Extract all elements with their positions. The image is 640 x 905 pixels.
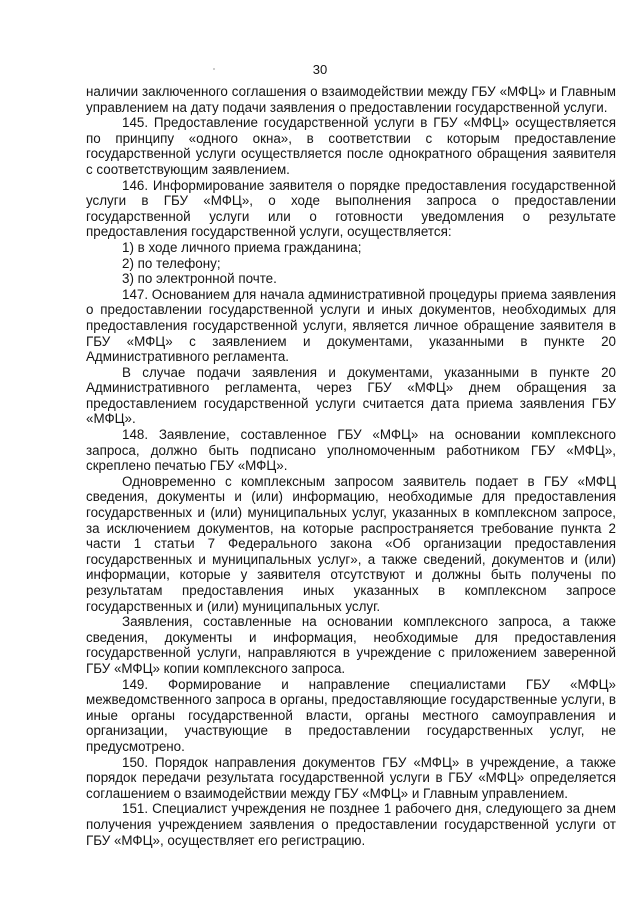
list-item: 1) в ходе личного приема гражданина; [122,239,362,255]
paragraph: 151. Специалист учреждения не позднее 1 рабочего дня, следующего за днем получения учреждением заявления о предоставлении государственной услуги от ГБУ «МФЦ», осуществляет его регистрацию. [86,801,616,848]
page-number: 30 [312,62,328,77]
paragraph: 145. Предоставление государственной услуги в ГБУ «МФЦ» осуществляется по принципу «одного окна», в соответствии с которым предоставление государственной услуги осуществляется после однократного обращения заявителя с соответствующим заявлением. [86,115,616,177]
paragraph: Одновременно с комплексным запросом заявитель подает в ГБУ «МФЦ сведения, документы и (или) информацию, необходимые для предоставления государственных и (или) муниципальных услуг, указанных в комплексном запросе, за исключением документов, на которые распространяется требование пункта 2 части 1 статьи 7 Федерального закона «Об организации предоставления государственных и муниципальных услуг», а также сведений, документов и (или) информации, которые у заявителя отсутствуют и должны быть получены по результатам предоставления иных указанных в комплексном запросе государственных и (или) муниципальных услуг. [86,473,616,614]
paragraph: наличии заключенного соглашения о взаимодействии между ГБУ «МФЦ» и Главным управлением на дату подачи заявления о предоставлении государственной услуги. [86,84,616,115]
paragraph: 148. Заявление, составленное ГБУ «МФЦ» на основании комплексного запроса, должно быть подписано уполномоченным работником ГБУ «МФЦ», скреплено печатью ГБУ «МФЦ». [86,427,616,474]
paragraph: Заявления, составленные на основании комплексного запроса, а также сведения, документы и информация, необходимые для предоставления государственной услуги, направляются в учреждение с приложением заверенной ГБУ «МФЦ» копии комплексного запроса. [86,614,616,676]
paragraph: В случае подачи заявления и документами, указанными в пункте 20 Административного регламента, через ГБУ «МФЦ» днем обращения за предоставлением государственной услуги считается дата приема заявления ГБУ «МФЦ». [86,364,616,427]
paragraph: 150. Порядок направления документов ГБУ «МФЦ» в учреждение, а также порядок передачи результата государственной услуги в ГБУ «МФЦ» определяется соглашением о взаимодействии между ГБУ «МФЦ» и Главным управлением. [86,754,616,801]
document-body [86,84,616,848]
paragraph: 149. Формирование и направление специалистами ГБУ «МФЦ» межведомственного запроса в органы, предоставляющие государственные услуги, в иные органы государственной власти, органы местного самоуправления и организации, участвующие в предоставлении государственных услуг, не предусмотрено. [86,676,616,754]
paragraph: 147. Основанием для начала административной процедуры приема заявления о предоставлении государственной услуги и иных документов, необходимых для предоставления государственной услуги, является личное обращение заявителя в ГБУ «МФЦ» с заявлением и документами, указанными в пункте 20 Административного регламента. [86,286,616,365]
list-item: 2) по телефону; [122,255,221,271]
paragraph: 146. Информирование заявителя о порядке предоставления государственной услуги в ГБУ «МФЦ», о ходе выполнения запроса о предоставлении государственной услуги или о готовности уведомления о результате предоставления государственной услуги, осуществляется: [86,177,616,240]
list-item: 3) по электронной почте. [122,271,277,287]
